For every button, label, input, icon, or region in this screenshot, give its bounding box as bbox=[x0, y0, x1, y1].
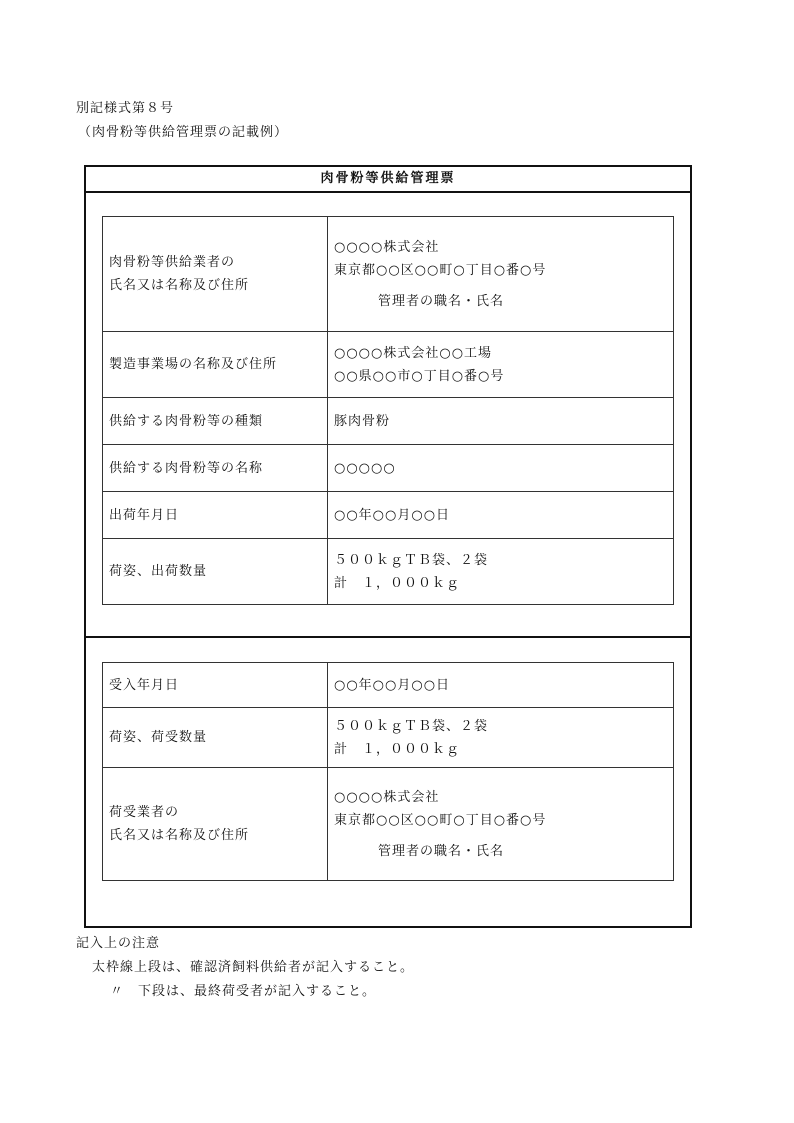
receipt-total: 計 １，０００ｋｇ bbox=[334, 741, 461, 757]
factory-name: ○○○○株式会社○○工場 bbox=[334, 345, 493, 361]
table-row bbox=[103, 663, 674, 708]
supplier-label-line-1: 肉骨粉等供給業者の bbox=[109, 255, 236, 270]
table-row bbox=[103, 539, 674, 605]
product-type-label: 供給する肉骨粉等の種類 bbox=[103, 398, 328, 445]
table-row bbox=[103, 217, 674, 332]
table-row bbox=[103, 445, 674, 492]
management-slip-frame bbox=[84, 165, 692, 928]
supplier-company: ○○○○株式会社 bbox=[334, 239, 440, 255]
table-row bbox=[103, 398, 674, 445]
consignee-label-line-1: 荷受業者の bbox=[109, 805, 180, 820]
lower-section-table bbox=[102, 662, 674, 881]
consignee-manager: 管理者の職名・氏名 bbox=[378, 843, 505, 859]
supplier-label-line-2: 氏名又は名称及び住所 bbox=[109, 278, 250, 293]
receipt-quantity-value bbox=[328, 708, 674, 768]
shipping-date-label: 出荷年月日 bbox=[103, 492, 328, 539]
consignee-value-cell bbox=[328, 768, 674, 881]
factory-value-cell bbox=[328, 332, 674, 398]
product-name-label: 供給する肉骨粉等の名称 bbox=[103, 445, 328, 492]
upper-section-table bbox=[102, 216, 674, 605]
supplier-label-cell bbox=[103, 217, 328, 332]
note-line-2-text: 下段は、最終荷受者が記入すること。 bbox=[138, 984, 377, 999]
shipping-package: ５００ｋｇＴＢ袋、２袋 bbox=[334, 552, 489, 568]
receipt-package: ５００ｋｇＴＢ袋、２袋 bbox=[334, 718, 489, 734]
consignee-address: 東京都○○区○○町○丁目○番○号 bbox=[334, 812, 547, 828]
table-row bbox=[103, 492, 674, 539]
supplier-address: 東京都○○区○○町○丁目○番○号 bbox=[334, 262, 547, 278]
ditto-mark: 〃 bbox=[110, 984, 125, 999]
table-row bbox=[103, 708, 674, 768]
table-row bbox=[103, 768, 674, 881]
receipt-quantity-label: 荷姿、荷受数量 bbox=[103, 708, 328, 768]
document-title: 肉骨粉等供給管理票 bbox=[86, 167, 690, 193]
shipping-quantity-value bbox=[328, 539, 674, 605]
header-subtitle: （肉骨粉等供給管理票の記載例） bbox=[78, 125, 289, 140]
product-name-value: ○○○○○ bbox=[328, 445, 674, 492]
product-type-value: 豚肉骨粉 bbox=[328, 398, 674, 445]
supplier-value-cell bbox=[328, 217, 674, 332]
factory-address: ○○県○○市○丁目○番○号 bbox=[334, 368, 505, 384]
receipt-date-value: ○○年○○月○○日 bbox=[328, 663, 674, 708]
note-line-1: 太枠線上段は、確認済飼料供給者が記入すること。 bbox=[92, 960, 415, 975]
consignee-label-cell bbox=[103, 768, 328, 881]
notes-title: 記入上の注意 bbox=[76, 936, 161, 951]
factory-label-cell: 製造事業場の名称及び住所 bbox=[103, 332, 328, 398]
shipping-date-value: ○○年○○月○○日 bbox=[328, 492, 674, 539]
shipping-quantity-label: 荷姿、出荷数量 bbox=[103, 539, 328, 605]
note-line-2 bbox=[110, 980, 376, 999]
consignee-company: ○○○○株式会社 bbox=[334, 789, 440, 805]
section-divider bbox=[86, 636, 690, 638]
supplier-manager: 管理者の職名・氏名 bbox=[378, 293, 505, 309]
header-form-label: 別記様式第８号 bbox=[76, 101, 175, 116]
shipping-total: 計 １，０００ｋｇ bbox=[334, 575, 461, 591]
table-row bbox=[103, 332, 674, 398]
receipt-date-label: 受入年月日 bbox=[103, 663, 328, 708]
consignee-label-line-2: 氏名又は名称及び住所 bbox=[109, 828, 250, 843]
